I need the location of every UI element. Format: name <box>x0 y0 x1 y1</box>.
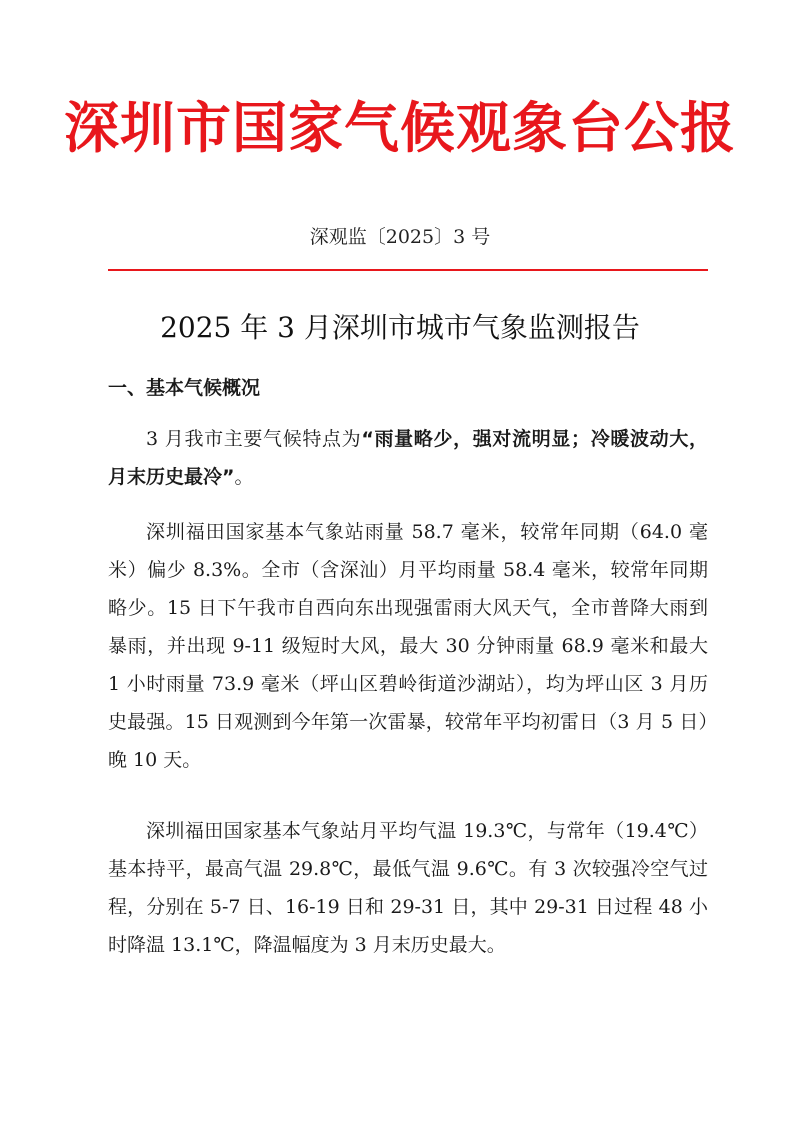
paragraph-temperature: 深圳福田国家基本气象站月平均气温 19.3℃，与常年（19.4℃）基本持平，最高气温 29.8℃，最低气温 9.6℃。有 3 次较强冷空气过程，分别在 5-7 日、16-19 日和 29-31 日，其中 29-31 日过程 48 小时降温 13.1℃，降温幅度为 3 月末历史最大。 <box>108 820 708 956</box>
paragraph-rainfall: 深圳福田国家基本气象站雨量 58.7 毫米，较常年同期（64.0 毫米）偏少 8.3%。全市（含深汕）月平均雨量 58.4 毫米，较常年同期略少。15 日下午我市自西向东出现强雷雨大风天气，全市普降大雨到暴雨，并出现 9-11 级短时大风，最大 30 分钟雨量 68.9 毫米和最大 1 小时雨量 73.9 毫米（坪山区碧岭街道沙湖站），均为坪山区 3 月历史最强。15 日观测到今年第一次雷暴，较常年平均初雷日（3 月 5 日）晚 10 天。 <box>108 521 708 771</box>
masthead-title: 深圳市国家气候观象台公报 <box>63 96 736 160</box>
summary-suffix: 。 <box>234 466 254 488</box>
summary-prefix: 3 月我市主要气候特点为 <box>146 428 362 450</box>
document-number: 深观监〔2025〕3 号 <box>309 226 491 248</box>
section-heading-basic-climate: 一、基本气候概况 <box>108 377 261 399</box>
report-title: 2025 年 3 月深圳市城市气象监测报告 <box>160 311 640 344</box>
summary-highlight: “雨量略少，强对流明显；冷暖波动大，月末历史最冷” <box>108 428 708 488</box>
paragraph-climate-summary <box>108 420 708 496</box>
red-divider <box>108 269 708 271</box>
